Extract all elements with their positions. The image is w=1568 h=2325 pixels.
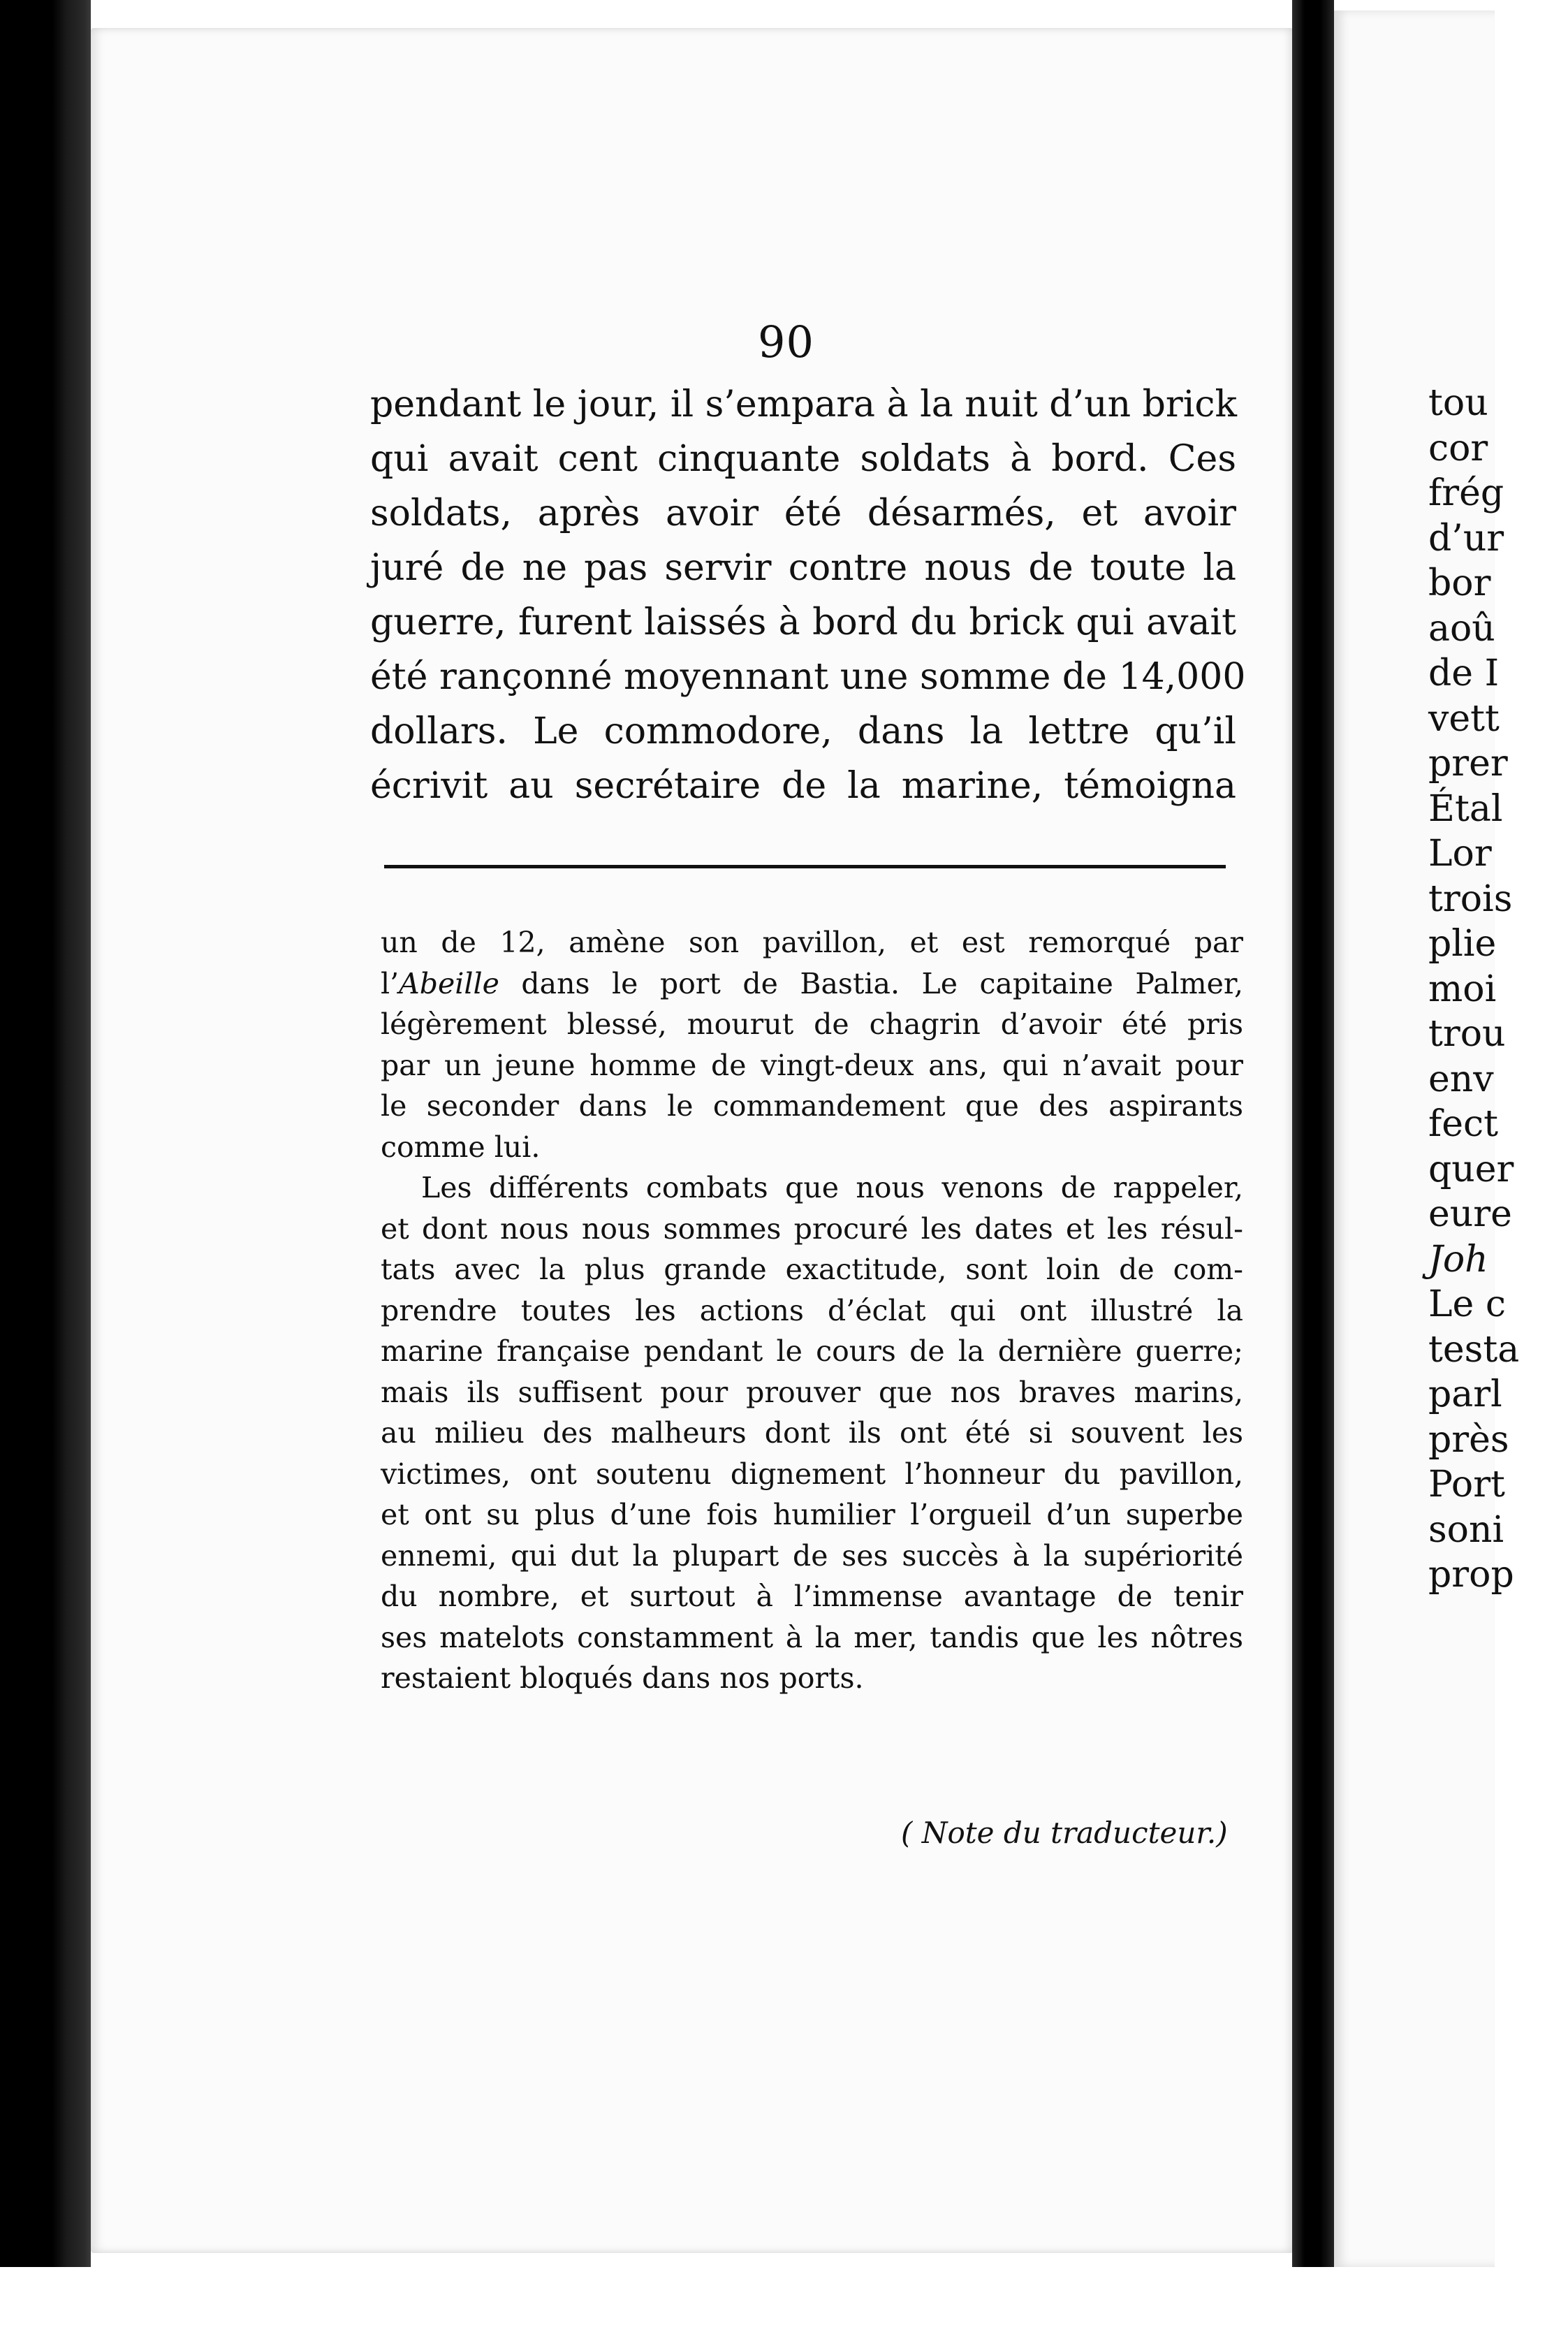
ship-name-abeille: Abeille [399, 966, 499, 1000]
footnote-line: ses matelots constamment à la mer, tandis que les nôtres [381, 1620, 1243, 1654]
text-line: juré de ne pas servir contre nous de toute la [370, 547, 1236, 589]
text-line: qui avait cent cinquante soldats à bord. Ces [370, 438, 1236, 480]
footnote-line: tats avec la plus grande exactitude, sont loin de com- [381, 1253, 1243, 1286]
facing-page-fragment: plie [1428, 923, 1497, 965]
footnote-line: mais ils suffisent pour prouver que nos braves marins, [381, 1375, 1243, 1409]
text-line: été rançonné moyennant une somme de 14,000 [370, 656, 1246, 698]
scan-bottom-margin [0, 2267, 1495, 2325]
footnote-line: du nombre, et surtout à l’immense avantage de tenir [381, 1580, 1243, 1613]
text-line: écrivit au secrétaire de la marine, témoigna [370, 765, 1236, 807]
translator-note-signature [901, 1813, 1250, 1853]
main-text-block [370, 377, 1246, 813]
text-line: guerre, furent laissés à bord du brick qui avait [370, 602, 1236, 643]
facing-page-fragment: frég [1428, 472, 1504, 514]
footnote-block [381, 922, 1243, 1699]
footnote-line: le seconder dans le commandement que des aspirants [381, 1089, 1243, 1123]
facing-page-fragment: testa [1428, 1328, 1520, 1371]
footnote-line [381, 963, 1243, 1005]
footnote-line: et ont su plus d’une fois humilier l’orgueil d’un superbe [381, 1498, 1243, 1531]
facing-page-fragment: vett [1428, 697, 1500, 740]
facing-page-fragment: eure [1428, 1193, 1512, 1235]
facing-page-fragment: aoû [1428, 607, 1495, 650]
facing-page-fragment: parl [1428, 1373, 1502, 1415]
facing-page-fragment: de I [1428, 653, 1500, 694]
footnote-line: prendre toutes les actions d’éclat qui ont illustré la [381, 1293, 1243, 1327]
text-line: dollars. Le commodore, dans la lettre qu’il [370, 710, 1236, 752]
page-number: 90 [758, 316, 814, 367]
facing-page-fragment: prop [1428, 1554, 1514, 1596]
facing-page-fragment: quer [1428, 1148, 1514, 1190]
facing-page-fragment: Étal [1428, 787, 1503, 830]
book-gutter [1292, 0, 1334, 2325]
footnote-line: légèrement blessé, mourut de chagrin d’avoir été pris [381, 1007, 1243, 1041]
footnote-apostrophe: l’ [381, 966, 400, 1000]
facing-page-fragment: fect [1428, 1103, 1499, 1145]
scan-dark-border [0, 0, 91, 2325]
facing-page-fragment: Port [1428, 1464, 1505, 1506]
facing-page-fragment: bor [1428, 562, 1491, 604]
footnote-line: marine française pendant le cours de la dernière guerre; [381, 1334, 1243, 1368]
facing-page-fragment: Joh [1428, 1238, 1488, 1281]
facing-page-fragment: moi [1428, 968, 1497, 1010]
signature-text: Note du traducteur. [921, 1816, 1217, 1850]
footnote-line: comme lui. [381, 1130, 541, 1164]
footnote-line: un de 12, amène son pavillon, et est remorqué par [381, 926, 1243, 959]
facing-page-fragment: prer [1428, 743, 1508, 785]
footnote-line: restaient bloqués dans nos ports. [381, 1661, 864, 1695]
facing-page-fragment: près [1428, 1418, 1509, 1461]
footnote-line: Les différents combats que nous venons de rappeler, [421, 1171, 1243, 1204]
facing-page-fragment: Le c [1428, 1283, 1506, 1325]
text-line: soldats, après avoir été désarmés, et avoir [370, 493, 1236, 534]
facing-page-fragment: env [1428, 1058, 1494, 1100]
footnote-line: victimes, ont soutenu dignement l’honneur du pavillon, [381, 1457, 1243, 1491]
footnote-line: et dont nous nous sommes procuré les dates et les résul- [381, 1211, 1243, 1246]
facing-page-fragment: d’ur [1428, 517, 1504, 560]
facing-page-text-fragments [1428, 381, 1568, 1598]
text-line: pendant le jour, il s’empara à la nuit d’un brick [370, 384, 1238, 425]
signature-open-paren: ( [901, 1816, 922, 1850]
facing-page-fragment: soni [1428, 1508, 1504, 1551]
facing-page-fragment: cor [1428, 427, 1488, 469]
signature-close-paren: ) [1216, 1816, 1228, 1850]
footnote-line: ennemi, qui dut la plupart de ses succès à la supériorité [381, 1538, 1243, 1573]
facing-page-fragment: trois [1428, 877, 1513, 920]
footnote-line: au milieu des malheurs dont ils ont été si souvent les [381, 1416, 1243, 1450]
footnote-line-rest: dans le port de Bastia. Le capitaine Palmer, [499, 966, 1243, 1000]
facing-page-fragment: trou [1428, 1013, 1506, 1055]
footnote-line: par un jeune homme de vingt-deux ans, qui n’avait pour [381, 1048, 1243, 1082]
footnote-separator-rule [384, 865, 1226, 868]
facing-page-fragment: tou [1428, 382, 1488, 424]
facing-page-fragment: Lor [1428, 833, 1492, 875]
